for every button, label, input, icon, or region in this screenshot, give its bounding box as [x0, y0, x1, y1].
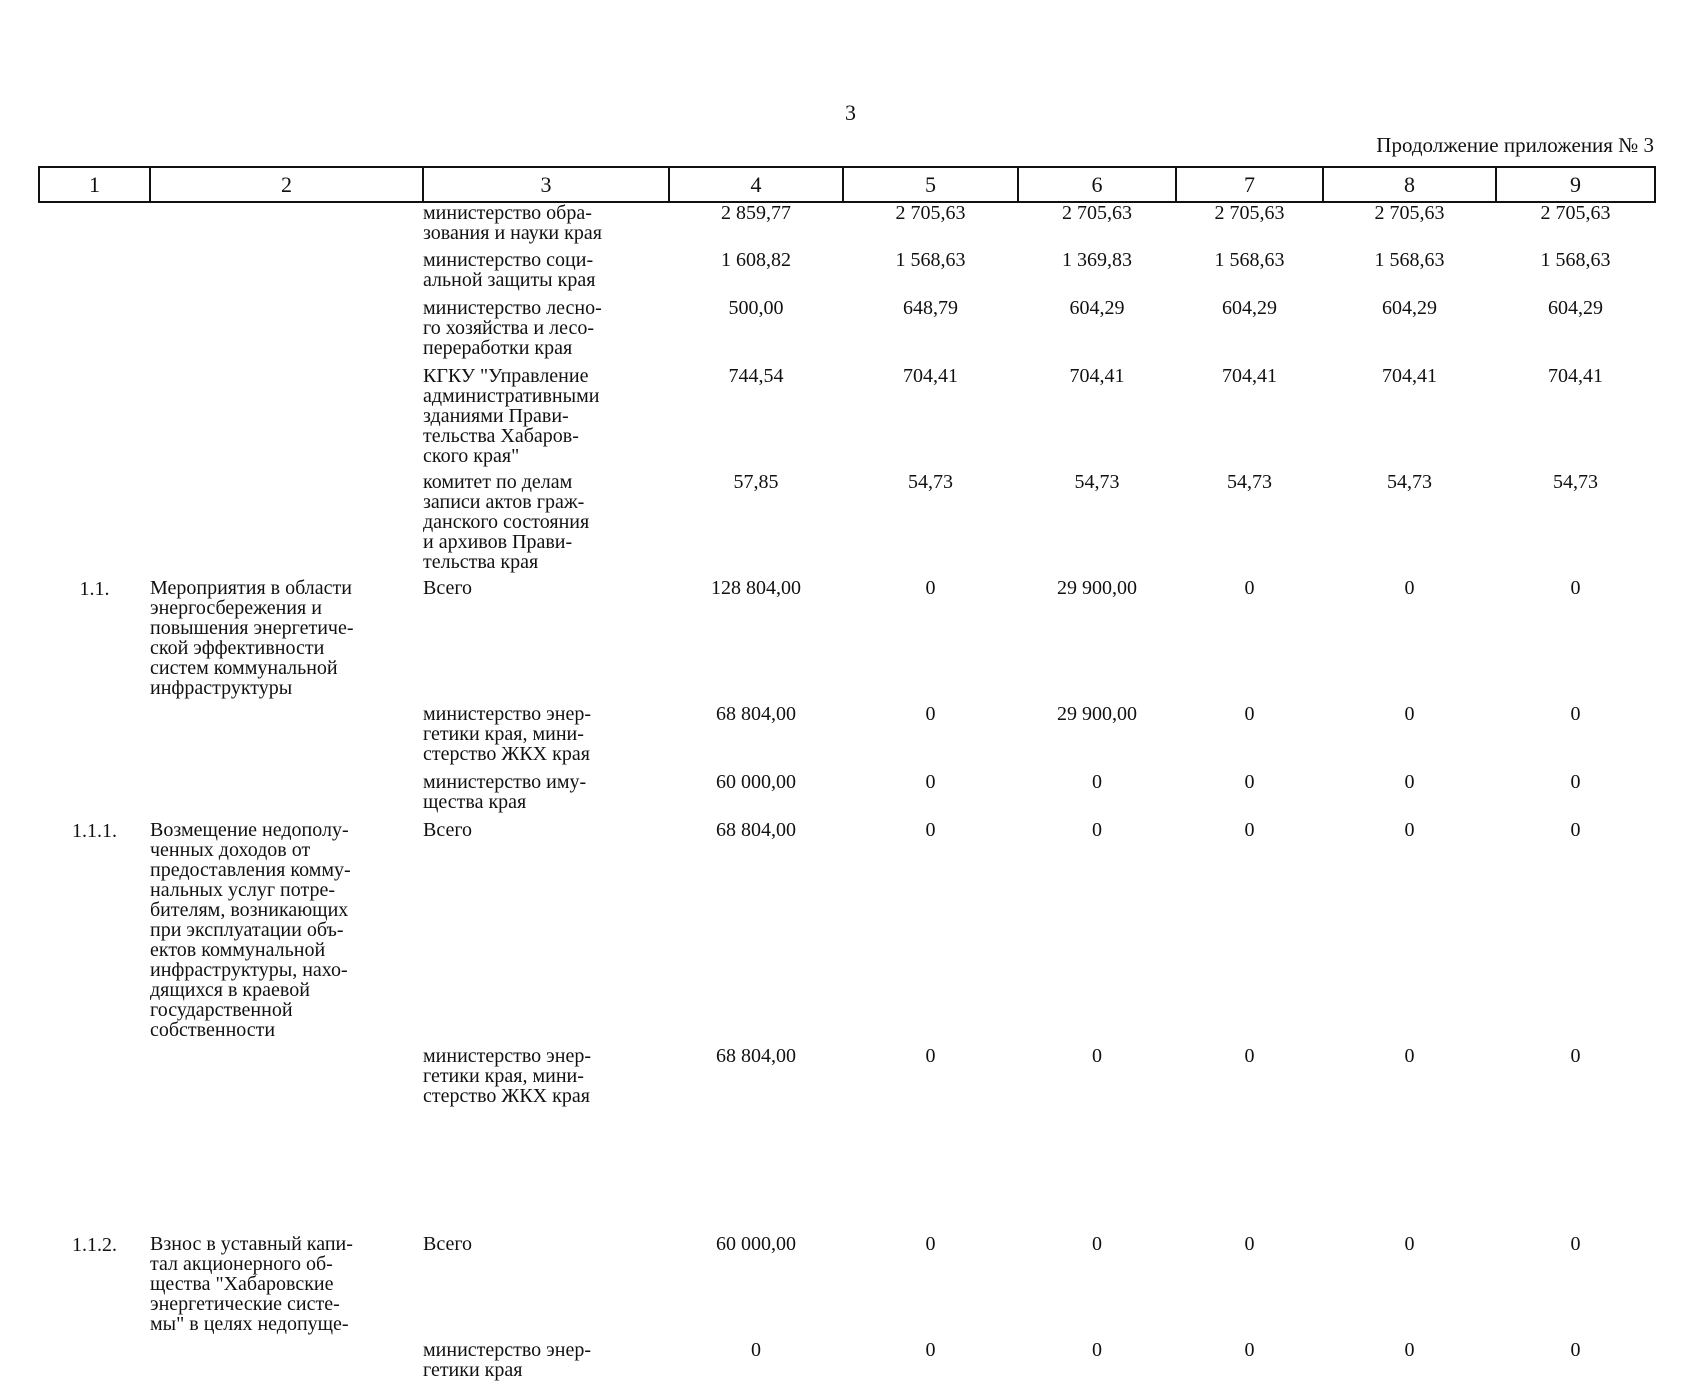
value-col-7: 604,29	[1222, 297, 1277, 319]
value-col-8: 0	[1404, 819, 1415, 841]
value-col-6: 704,41	[1069, 365, 1125, 387]
value-col-6: 0	[1092, 1045, 1102, 1067]
responsible-org: министерство обра- зования и науки края	[423, 202, 602, 244]
value-col-5: 2 705,63	[895, 202, 966, 224]
value-col-5: 0	[925, 771, 936, 793]
column-header: 1	[39, 167, 150, 202]
budget-table	[38, 166, 1656, 1400]
value-col-9: 0	[1570, 577, 1581, 599]
item-number	[39, 1340, 150, 1400]
responsible-org: министерство энер- гетики края	[423, 1339, 592, 1381]
item-number	[39, 472, 150, 578]
value-col-5: 648,79	[903, 297, 958, 319]
value-col-9: 704,41	[1548, 365, 1603, 387]
table-row	[39, 202, 1655, 250]
responsible-org: министерство соци- альной защиты края	[423, 249, 596, 291]
value-col-4: 68 804,00	[716, 819, 796, 841]
value-col-5: 0	[925, 1339, 936, 1361]
item-number	[39, 250, 150, 298]
responsible-org: министерство лесно- го хозяйства и лесо- переработки края	[423, 297, 602, 359]
item-name	[150, 202, 423, 250]
value-col-7: 0	[1244, 819, 1255, 841]
value-col-4: 68 804,00	[716, 1045, 796, 1067]
item-number: 1.1.	[79, 578, 110, 600]
value-col-7: 0	[1244, 703, 1255, 725]
value-col-7: 704,41	[1222, 365, 1277, 387]
value-col-6: 2 705,63	[1062, 202, 1132, 224]
value-col-9: 54,73	[1553, 471, 1598, 493]
item-number: 1.1.1.	[72, 820, 117, 842]
table-row	[39, 366, 1655, 472]
value-col-7: 0	[1244, 1339, 1255, 1361]
value-col-4: 68 804,00	[716, 703, 796, 725]
item-name: Мероприятия в области энергосбережения и повышения энергетиче- ской эффективности систем коммунальной инфраструктуры	[150, 577, 354, 699]
continuation-label: Продолжение приложения № 3	[1376, 133, 1654, 157]
column-header: 5	[843, 167, 1018, 202]
value-col-8: 0	[1404, 703, 1415, 725]
value-col-9: 604,29	[1548, 297, 1603, 319]
column-header: 2	[150, 167, 423, 202]
value-col-7: 2 705,63	[1214, 202, 1285, 224]
value-col-6: 0	[1092, 1233, 1102, 1255]
item-number	[39, 298, 150, 366]
item-number	[39, 1046, 150, 1234]
item-name	[150, 298, 423, 366]
value-col-6: 1 369,83	[1062, 249, 1132, 271]
value-col-9: 0	[1570, 1045, 1581, 1067]
item-name	[150, 250, 423, 298]
item-name	[150, 1340, 423, 1400]
value-col-4: 128 804,00	[711, 577, 801, 599]
responsible-org: Всего	[423, 577, 473, 599]
column-header: 9	[1496, 167, 1655, 202]
value-col-8: 0	[1404, 1233, 1415, 1255]
value-col-7: 54,73	[1227, 471, 1272, 493]
value-col-5: 0	[925, 577, 936, 599]
value-col-8: 0	[1404, 1045, 1415, 1067]
item-name	[150, 772, 423, 820]
value-col-9: 0	[1570, 1339, 1581, 1361]
table-row	[39, 578, 1655, 704]
item-number: 1.1.2.	[72, 1234, 117, 1256]
value-col-5: 704,41	[903, 365, 958, 387]
table-row	[39, 298, 1655, 366]
value-col-9: 0	[1570, 771, 1581, 793]
value-col-4: 0	[751, 1339, 761, 1361]
item-name	[150, 366, 423, 472]
value-col-5: 0	[925, 819, 936, 841]
item-number	[39, 202, 150, 250]
value-col-4: 744,54	[728, 365, 784, 387]
item-name: Взнос в уставный капи- тал акционерного об- щества "Хабаровские энергетические систе- мы" в целях недопуще-	[150, 1233, 353, 1335]
item-name	[150, 472, 423, 578]
value-col-6: 0	[1092, 771, 1102, 793]
value-col-9: 0	[1570, 703, 1581, 725]
value-col-8: 0	[1404, 771, 1415, 793]
value-col-5: 0	[925, 1233, 936, 1255]
column-header: 3	[423, 167, 669, 202]
item-number	[39, 772, 150, 820]
responsible-org: министерство энер- гетики края, мини- стерство ЖКХ края	[423, 1045, 592, 1107]
value-col-7: 1 568,63	[1214, 249, 1285, 271]
value-col-6: 54,73	[1074, 471, 1120, 493]
value-col-7: 0	[1244, 1233, 1255, 1255]
value-col-9: 1 568,63	[1540, 249, 1611, 271]
value-col-9: 2 705,63	[1540, 202, 1611, 224]
value-col-8: 0	[1404, 577, 1415, 599]
value-col-4: 60 000,00	[716, 771, 796, 793]
value-col-8: 604,29	[1382, 297, 1437, 319]
item-name: Возмещение недополу- ченных доходов от предоставления комму- нальных услуг потре- бителям, возникающих при эксплуатации объ- ектов коммунальной инфраструктуры, нахо- дящихся в краевой государственной собственности	[150, 819, 351, 1041]
value-col-4: 1 608,82	[721, 249, 791, 271]
responsible-org: комитет по делам записи актов граж- данского состояния и архивов Прави- тельства края	[423, 471, 590, 573]
column-header: 7	[1176, 167, 1323, 202]
responsible-org: КГКУ "Управление административными зданиями Прави- тельства Хабаров- ского края"	[423, 365, 600, 467]
value-col-6: 0	[1092, 819, 1102, 841]
table-row	[39, 772, 1655, 820]
responsible-org: министерство энер- гетики края, мини- стерство ЖКХ края	[423, 703, 592, 765]
responsible-org: Всего	[423, 819, 473, 841]
column-header: 8	[1323, 167, 1496, 202]
value-col-5: 1 568,63	[895, 249, 966, 271]
table-row	[39, 1340, 1655, 1400]
value-col-6: 29 900,00	[1057, 703, 1137, 725]
table-row	[39, 820, 1655, 1046]
value-col-5: 0	[925, 1045, 936, 1067]
value-col-6: 604,29	[1069, 297, 1125, 319]
value-col-5: 54,73	[908, 471, 953, 493]
page-number: 3	[845, 100, 856, 125]
value-col-7: 0	[1244, 771, 1255, 793]
value-col-8: 2 705,63	[1374, 202, 1445, 224]
item-name	[150, 1046, 423, 1234]
value-col-4: 2 859,77	[721, 202, 791, 224]
table-row	[39, 1234, 1655, 1340]
value-col-8: 1 568,63	[1374, 249, 1445, 271]
value-col-7: 0	[1244, 577, 1255, 599]
item-name	[150, 704, 423, 772]
value-col-4: 57,85	[733, 471, 779, 493]
column-header: 6	[1018, 167, 1176, 202]
table-row	[39, 472, 1655, 578]
item-number	[39, 366, 150, 472]
value-col-4: 60 000,00	[716, 1233, 796, 1255]
item-number	[39, 704, 150, 772]
value-col-7: 0	[1244, 1045, 1255, 1067]
column-number-row	[39, 167, 1655, 202]
table-row	[39, 704, 1655, 772]
responsible-org: Всего	[423, 1233, 473, 1255]
column-header: 4	[669, 167, 843, 202]
value-col-8: 704,41	[1382, 365, 1437, 387]
value-col-4: 500,00	[728, 297, 784, 319]
value-col-6: 0	[1092, 1339, 1102, 1361]
value-col-9: 0	[1570, 1233, 1581, 1255]
value-col-8: 0	[1404, 1339, 1415, 1361]
responsible-org: министерство иму- щества края	[423, 771, 587, 813]
value-col-6: 29 900,00	[1057, 577, 1137, 599]
value-col-5: 0	[925, 703, 936, 725]
table-row	[39, 250, 1655, 298]
value-col-8: 54,73	[1387, 471, 1432, 493]
table-row	[39, 1046, 1655, 1234]
value-col-9: 0	[1570, 819, 1581, 841]
